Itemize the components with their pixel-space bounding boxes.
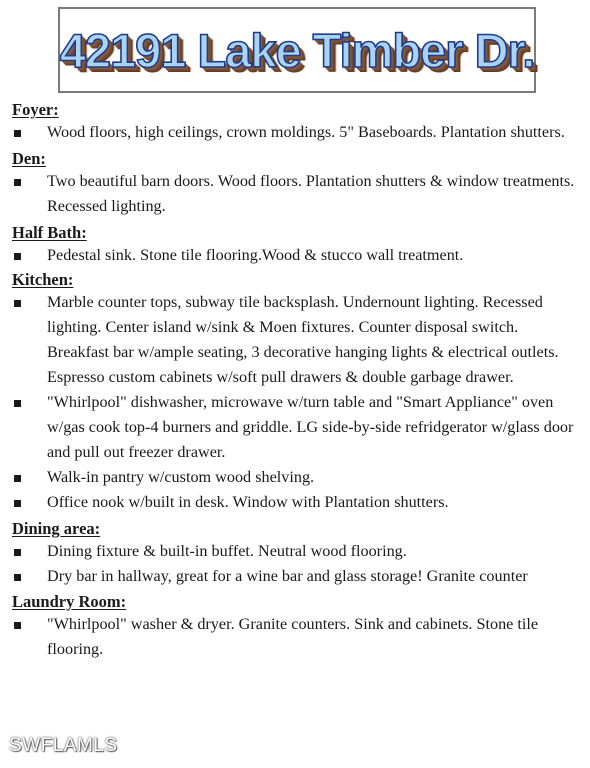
section-heading-dining-area: Dining area:: [12, 519, 101, 538]
bullet-icon: [14, 500, 21, 507]
bullet-icon: [14, 475, 21, 482]
section-laundry-room: [12, 591, 582, 662]
page-title: 42191 Lake Timber Dr.: [59, 23, 535, 77]
list-item-text: Walk-in pantry w/custom wood shelving.: [47, 468, 315, 486]
list-item-text: Two beautiful barn doors. Wood floors. Plantation shutters & window treatments. Recessed lighting.: [47, 172, 575, 215]
section-heading-laundry-room: Laundry Room:: [12, 592, 127, 611]
bullet-icon: [14, 400, 21, 407]
list-item-text: Wood floors, high ceilings, crown moldings. 5" Baseboards. Plantation shutters.: [47, 123, 565, 141]
laundry-room-items: [12, 612, 582, 662]
kitchen-items: [12, 290, 582, 515]
list-item-text: Office nook w/built in desk. Window with Plantation shutters.: [47, 493, 449, 511]
section-heading-foyer: Foyer:: [12, 100, 59, 119]
list-item: [12, 290, 582, 390]
bullet-icon: [14, 622, 21, 629]
bullet-icon: [14, 253, 21, 260]
list-item-text: "Whirlpool" dishwasher, microwave w/turn table and "Smart Appliance" oven w/gas cook top-4 burners and griddle. LG side-by-side refridgerator w/glass door and pull out freezer drawer.: [47, 393, 574, 461]
foyer-items: [12, 120, 582, 145]
list-item-text: Pedestal sink. Stone tile flooring.Wood & stucco wall treatment.: [47, 246, 464, 264]
section-den: [12, 148, 582, 219]
bullet-icon: [14, 179, 21, 186]
list-item-text: Dining fixture & built-in buffet. Neutral wood flooring.: [47, 542, 407, 560]
list-item-text: "Whirlpool" washer & dryer. Granite counters. Sink and cabinets. Stone tile flooring.: [47, 615, 539, 658]
list-item-text: Marble counter tops, subway tile backsplash. Undernount lighting. Recessed lighting. Center island w/sink & Moen fixtures. Counter disposal switch. Breakfast bar w/ample seating, 3 decorative hanging lights & electrical outlets. Espresso custom cabinets w/soft pull drawers & double garbage drawer.: [47, 293, 559, 386]
section-kitchen: [12, 269, 582, 515]
bullet-icon: [14, 300, 21, 307]
list-item: [12, 465, 582, 490]
half-bath-items: [12, 243, 582, 268]
bullet-icon: [14, 549, 21, 556]
list-item: [12, 120, 582, 145]
bullet-icon: [14, 130, 21, 137]
list-item: [12, 564, 582, 589]
feature-list: [12, 99, 582, 662]
list-item: [12, 390, 582, 465]
dining-area-items: [12, 539, 582, 589]
section-half-bath: [12, 222, 582, 268]
section-heading-half-bath: Half Bath:: [12, 223, 87, 242]
list-item: [12, 539, 582, 564]
list-item: [12, 612, 582, 662]
den-items: [12, 169, 582, 219]
section-heading-den: Den:: [12, 149, 46, 168]
section-heading-kitchen: Kitchen:: [12, 270, 74, 289]
list-item-text: Dry bar in hallway, great for a wine bar and glass storage! Granite counter: [47, 567, 528, 585]
list-item: [12, 169, 582, 219]
title-banner: [58, 7, 536, 93]
section-foyer: [12, 99, 582, 145]
section-dining-area: [12, 518, 582, 589]
list-item: [12, 490, 582, 515]
watermark: SWFLAMLS: [9, 735, 118, 756]
list-item: [12, 243, 582, 268]
bullet-icon: [14, 574, 21, 581]
